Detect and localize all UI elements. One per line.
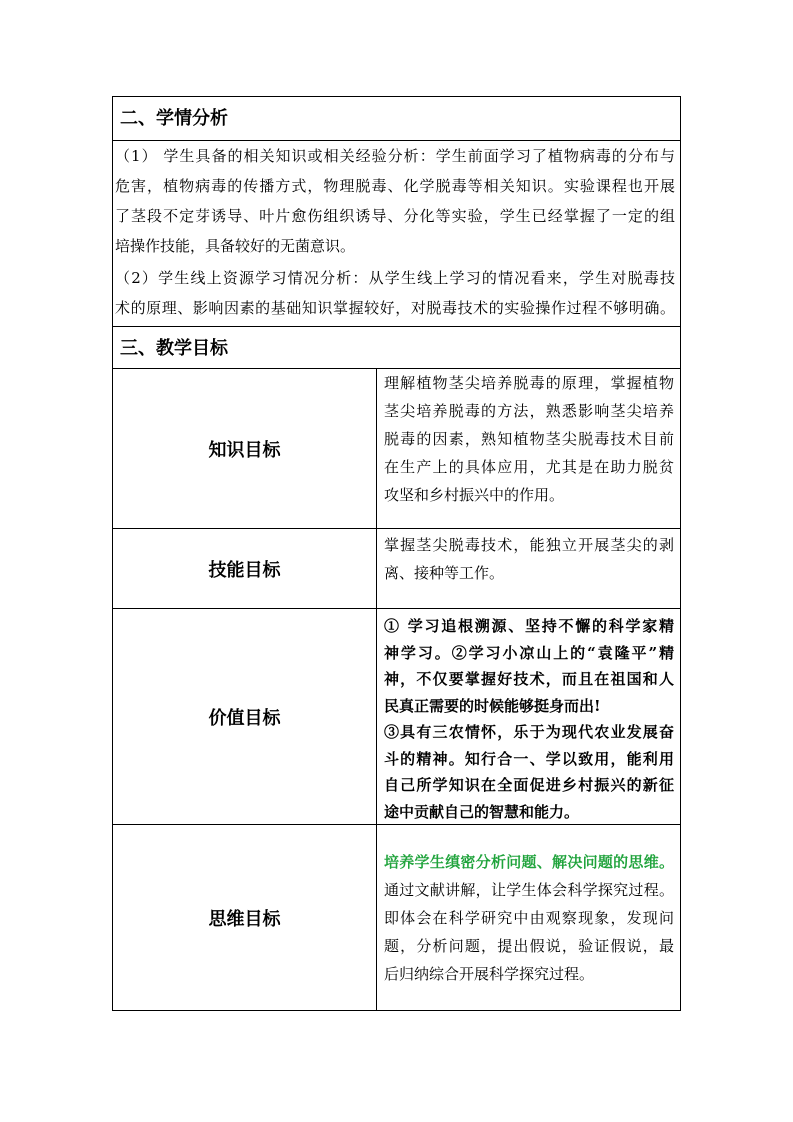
objective-label: 价值目标 (208, 707, 281, 729)
content-line: 茎尖培养脱毒的方法，熟悉影响茎尖培养 (384, 402, 674, 420)
content-line: 神，不仅要掌握好技术，而且在祖国和人 (384, 670, 674, 688)
paragraph-line: （1） 学生具备的相关知识或相关经验分析：学生前面学习了植物病毒的分布与 (115, 147, 675, 165)
objective-label-cell (113, 529, 377, 609)
objective-row-thinking (113, 825, 681, 1011)
objective-content (377, 529, 681, 609)
situation-heading-row (113, 97, 681, 141)
paragraph-line: 术的原理、影响因素的基础知识掌握较好，对脱毒技术的实验操作过程不够明确。 (115, 299, 675, 317)
situation-content (113, 141, 681, 327)
content-line: 脱毒的因素，熟知植物茎尖脱毒技术目前 (384, 430, 674, 448)
objective-row-value (113, 609, 681, 825)
objective-content (377, 825, 681, 1011)
content-line: ① 学习追根溯源、坚持不懈的科学家精 (384, 617, 674, 635)
content-line: 离、接种等工作。 (384, 564, 505, 582)
section-heading-situation: 二、学情分析 (113, 97, 681, 141)
lesson-plan-table (112, 96, 681, 1011)
content-line: 后归纳综合开展科学探究过程。 (384, 965, 595, 983)
situation-content-row (113, 141, 681, 327)
section-heading-objectives: 三、教学目标 (113, 327, 681, 369)
objective-label-cell (113, 825, 377, 1011)
content-line: 斗的精神。知行合一、学以致用，能利用 (384, 749, 674, 768)
objective-row-skill (113, 529, 681, 609)
paragraph-line: 危害，植物病毒的传播方式，物理脱毒、化学脱毒等相关知识。实验课程也开展 (115, 177, 675, 195)
content-line: 途中贡献自己的智慧和能力。 (384, 802, 580, 821)
situation-paragraph-1 (115, 141, 675, 261)
highlighted-line: 培养学生缜密分析问题、解决问题的思维。 (384, 853, 674, 871)
content-line: ③具有三农情怀，乐于为现代农业发展奋 (384, 723, 674, 741)
content-line: 题，分析问题，提出假说，验证假说，最 (384, 937, 674, 955)
objective-label: 思维目标 (208, 908, 281, 930)
content-line: 在生产上的具体应用，尤其是在助力脱贫 (384, 458, 674, 476)
content-line: 通过文献讲解，让学生体会科学探究过程。 (384, 881, 674, 899)
objective-label-cell (113, 609, 377, 825)
content-line: 神学习。②学习小凉山上的“袁隆平”精 (384, 643, 674, 662)
content-line: 民真正需要的时候能够挺身而出! (384, 696, 601, 715)
objective-content (377, 369, 681, 529)
objective-label: 技能目标 (208, 559, 281, 581)
objective-row-knowledge (113, 369, 681, 529)
content-line: 即体会在科学研究中由观察现象，发现问 (384, 909, 674, 927)
objective-label-cell (113, 369, 377, 529)
situation-paragraph-2 (115, 263, 675, 323)
paragraph-line: 培操作技能，具备较好的无菌意识。 (115, 237, 356, 255)
content-line: 攻坚和乡村振兴中的作用。 (384, 486, 565, 504)
paragraph-line: 了茎段不定芽诱导、叶片愈伤组织诱导、分化等实验，学生已经掌握了一定的组 (115, 207, 675, 225)
objective-content (377, 609, 681, 825)
objectives-heading-row (113, 327, 681, 369)
objective-label: 知识目标 (208, 439, 281, 461)
content-line: 理解植物茎尖培养脱毒的原理，掌握植物 (384, 374, 674, 392)
content-line: 自己所学知识在全面促进乡村振兴的新征 (384, 776, 674, 794)
content-line: 掌握茎尖脱毒技术，能独立开展茎尖的剥 (384, 536, 674, 554)
paragraph-line: （2）学生线上资源学习情况分析：从学生线上学习的情况看来，学生对脱毒技 (115, 269, 675, 287)
